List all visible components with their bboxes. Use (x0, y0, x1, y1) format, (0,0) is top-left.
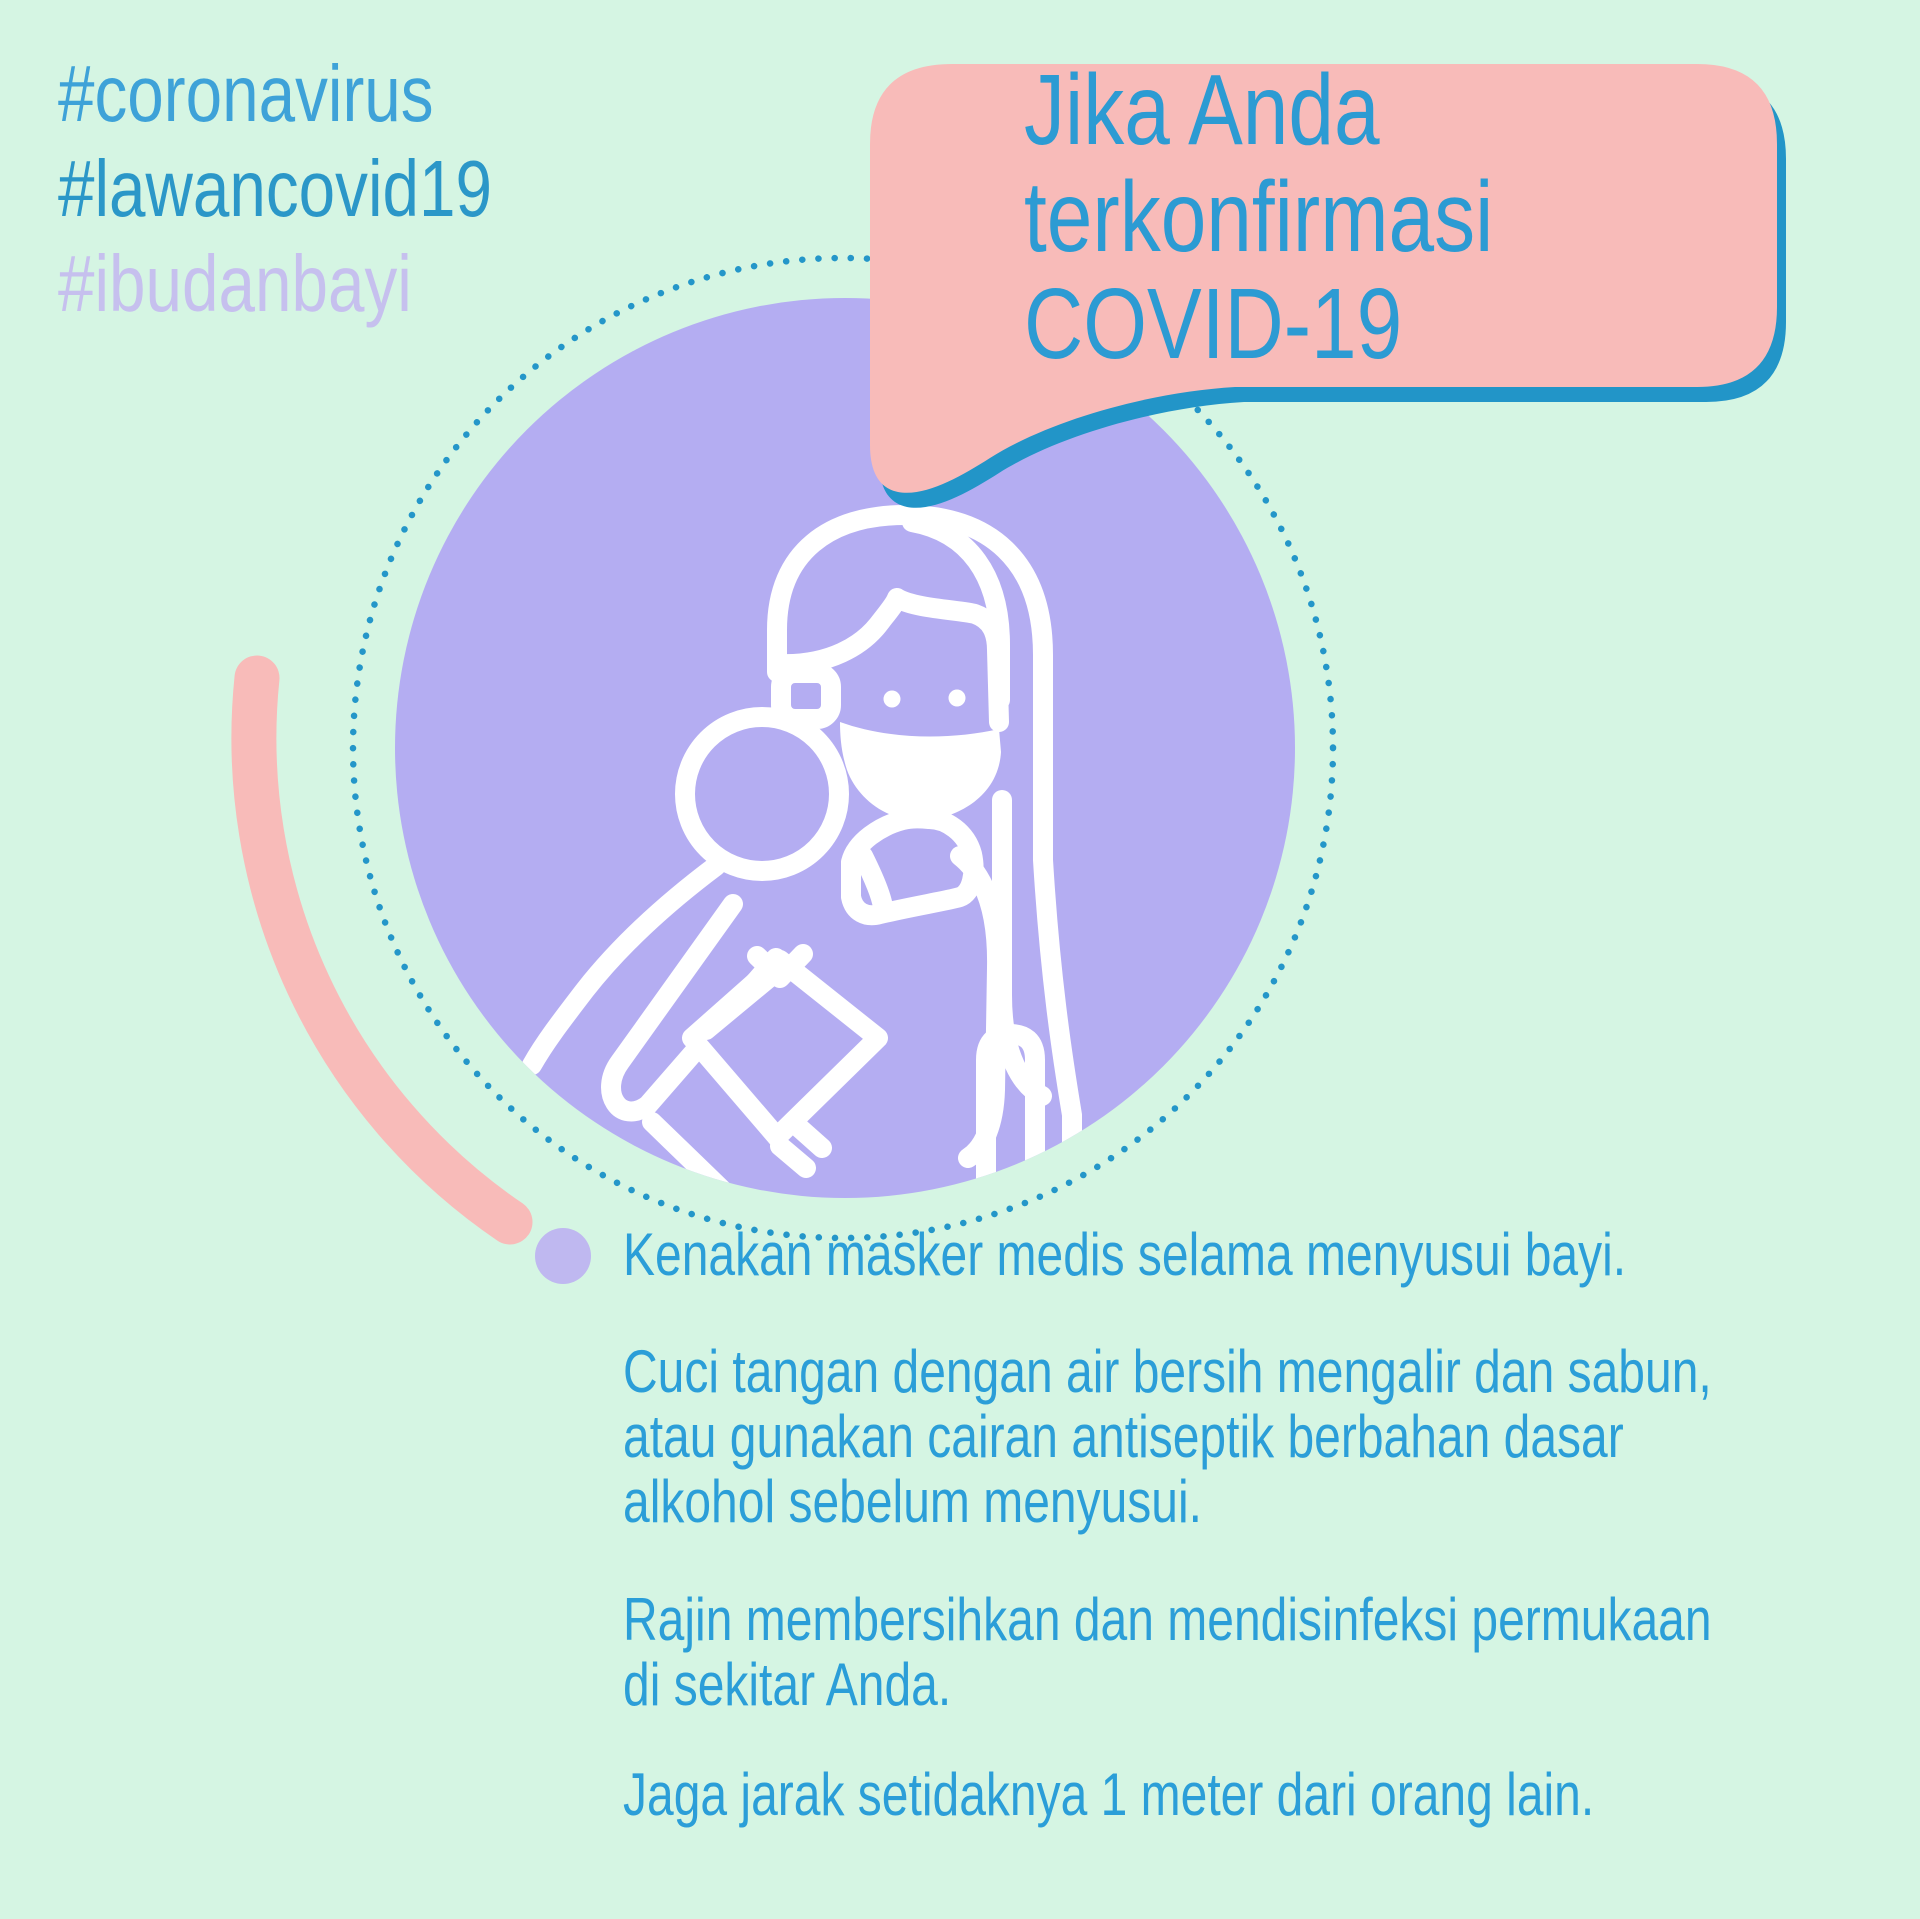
advice-paragraph-1 (623, 1222, 1626, 1287)
advice-paragraph-3 (623, 1587, 1712, 1717)
bubble-headline-line-2: terkonfirmasi (1024, 161, 1494, 273)
advice-paragraph-4 (623, 1762, 1594, 1827)
advice-2-line-3: alkohol sebelum menyusui. (623, 1468, 1202, 1535)
advice-paragraph-2 (623, 1339, 1712, 1534)
hashtag-list (58, 46, 492, 331)
advice-4-line-1: Jaga jarak setidaknya 1 meter dari orang lain. (623, 1761, 1595, 1828)
advice-1-line-1: Kenakan masker medis selama menyusui bayi. (623, 1221, 1627, 1288)
advice-2-line-1: Cuci tangan dengan air bersih mengalir dan sabun, (623, 1338, 1712, 1405)
left-eye (884, 691, 901, 708)
advice-2-line-2: atau gunakan cairan antiseptik berbahan dasar (623, 1403, 1624, 1470)
advice-3-line-2: di sekitar Anda. (623, 1651, 952, 1718)
bubble-headline (1024, 54, 1494, 380)
hashtag-coronavirus: #coronavirus (58, 49, 434, 138)
hashtag-ibudanbayi: #ibudanbayi (58, 239, 412, 328)
right-eye (949, 690, 966, 707)
list-bullet-dot (535, 1228, 591, 1284)
bubble-headline-line-3: COVID-19 (1024, 268, 1403, 380)
advice-3-line-1: Rajin membersihkan dan mendisinfeksi permukaan (623, 1586, 1712, 1653)
bubble-headline-line-1: Jika Anda (1024, 54, 1380, 166)
hashtag-lawancovid19: #lawancovid19 (58, 144, 492, 233)
